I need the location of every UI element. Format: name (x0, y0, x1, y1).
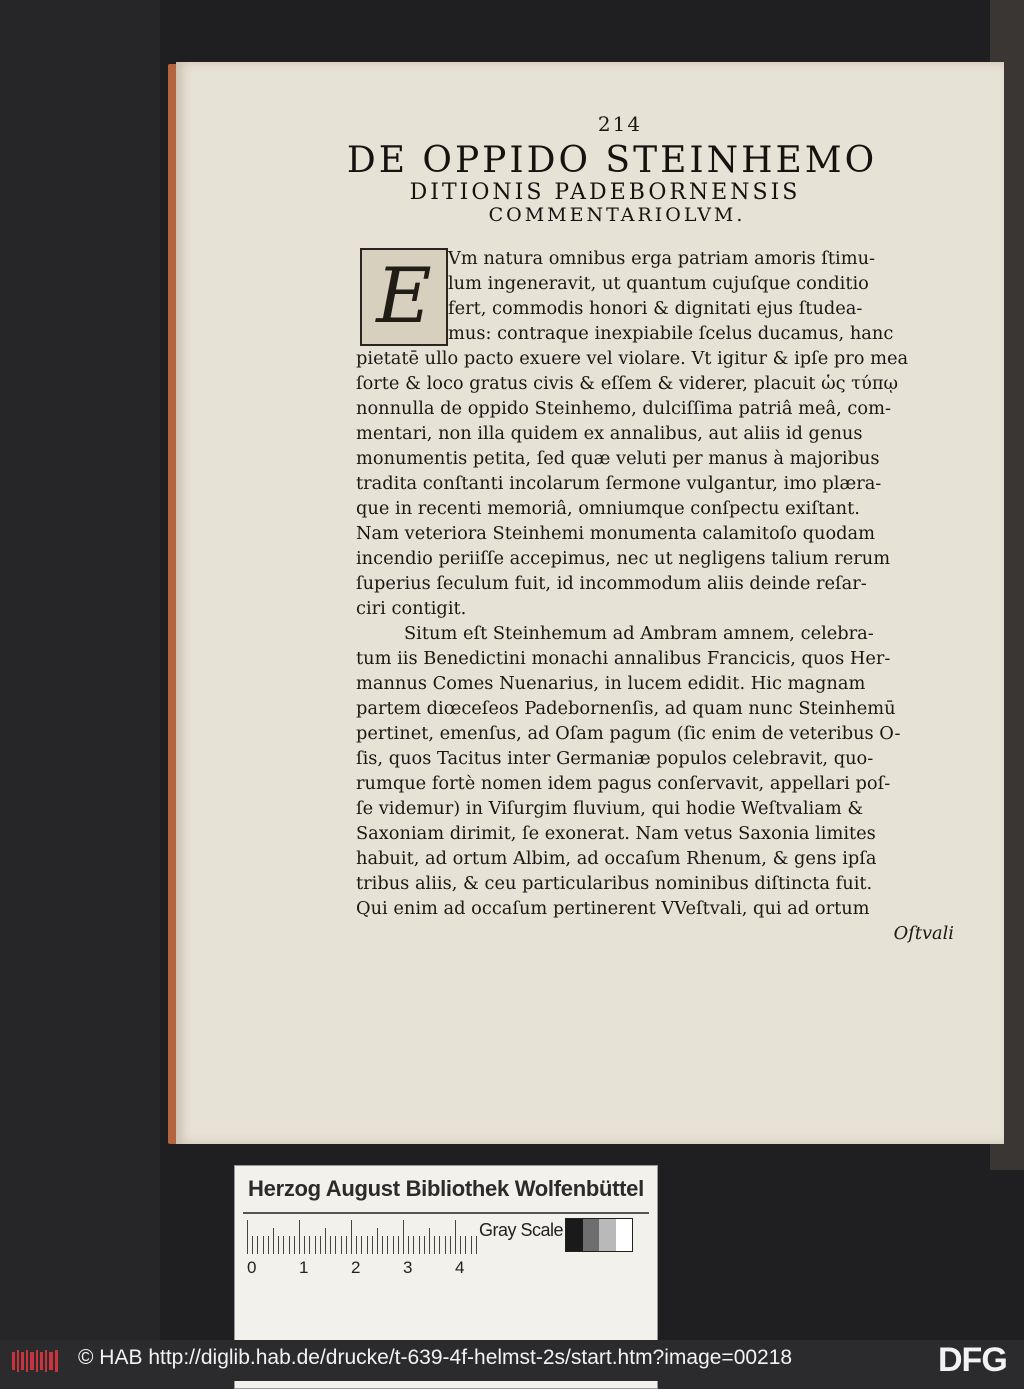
ruler-tick (278, 1236, 279, 1254)
decorated-initial: E (360, 248, 448, 346)
ruler-tick (471, 1236, 472, 1254)
text-line: Vm natura omnibus erga patriam amoris ſtimu- (448, 248, 876, 269)
text-line: mentari, non illa quidem ex annalibus, aut aliis id genus (356, 423, 863, 444)
page-subtitle-2: COMMENTARIOLVM. (488, 204, 746, 226)
ruler-tick (268, 1236, 269, 1254)
ruler-tick (263, 1236, 264, 1254)
text-line: fert, commodis honori & dignitati ejus ſtudea- (448, 298, 863, 319)
measurement-ruler (243, 1220, 471, 1254)
ruler-tick (299, 1220, 300, 1254)
ruler-tick (424, 1236, 425, 1254)
ruler-tick (335, 1236, 336, 1254)
catchword: Oſtvali (893, 923, 954, 944)
ruler-tick (393, 1236, 394, 1254)
ruler-tick (439, 1236, 440, 1254)
text-line: rumque fortè nomen idem pagus conſervavit, appellari poſ- (356, 773, 891, 794)
ruler-tick (377, 1228, 378, 1254)
ruler-tick (476, 1236, 477, 1254)
ruler-tick (387, 1236, 388, 1254)
ruler-tick (325, 1228, 326, 1254)
text-line: pertinet, emenſus, ad Oſam pagum (ſic enim de veteribus O- (356, 723, 901, 744)
page-subtitle: DITIONIS PADEBORNENSIS (409, 180, 801, 205)
ruler-tick (382, 1236, 383, 1254)
ruler-number: 4 (455, 1258, 465, 1277)
ruler-tick (450, 1236, 451, 1254)
ruler-tick (341, 1236, 342, 1254)
text-line: que in recenti memoriâ, omniumque conſpectu exiſtant. (356, 498, 860, 519)
ruler-tick (294, 1236, 295, 1254)
text-line: incendio periiſſe accepimus, nec ut negligens talium rerum (356, 548, 891, 569)
ruler-tick (315, 1236, 316, 1254)
gray-swatch (566, 1219, 583, 1251)
text-line: ſis, quos Tacitus inter Germaniæ populos celebravit, quo- (356, 748, 874, 769)
text-line: Situm eſt Steinhemum ad Ambram amnem, celebra- (404, 623, 874, 644)
text-line: mannus Comes Nuenarius, in lucem edidit. Hic magnam (356, 673, 866, 694)
text-line: ſe videmur) in Viſurgim fluvium, qui hodie Weſtvaliam & (356, 798, 864, 819)
ruler-tick (346, 1236, 347, 1254)
ruler-tick (320, 1236, 321, 1254)
dfg-logo: DFG (938, 1341, 1007, 1379)
ruler-tick (455, 1220, 456, 1254)
ruler-tick (445, 1236, 446, 1254)
ruler-tick (351, 1220, 352, 1254)
text-line: tum iis Benedictini monachi annalibus Francicis, quos Her- (356, 648, 891, 669)
gray-swatch (583, 1219, 600, 1251)
ruler-tick (247, 1220, 248, 1254)
text-line: Nam veteriora Steinhemi monumenta calamitoſo quodam (356, 523, 875, 544)
ruler-tick (465, 1236, 466, 1254)
text-line: ſuperius ſeculum fuit, id incommodum aliis deinde reſar- (356, 573, 867, 594)
gray-scale-label: Gray Scale (479, 1220, 564, 1240)
ruler-tick (361, 1236, 362, 1254)
ruler-tick (413, 1236, 414, 1254)
text-line: mus: contraque inexpiabile ſcelus ducamus, hanc (448, 323, 894, 344)
page-title: DE OPPIDO STEINHEMO (346, 140, 878, 181)
ruler-tick (330, 1236, 331, 1254)
ruler-tick (289, 1236, 290, 1254)
ruler-number: 0 (247, 1258, 257, 1277)
text-line: tradita conſtanti incolarum ſermone vulgantur, imo plæra- (356, 473, 882, 494)
gray-swatch (616, 1219, 633, 1251)
ruler-number: 1 (299, 1258, 309, 1277)
scan-left-strip (0, 0, 160, 1340)
ruler-tick (408, 1236, 409, 1254)
text-line: tribus aliis, & ceu particularibus nominibus diſtincta fuit. (356, 873, 873, 894)
ruler-tick (403, 1220, 404, 1254)
copyright-url: © HAB http://diglib.hab.de/drucke/t-639-4f-helmst-2s/start.htm?image=00218 (78, 1346, 793, 1369)
text-line: pietatē ullo pacto exuere vel violare. Vt igitur & ipſe pro mea (356, 348, 909, 369)
ruler-tick (257, 1236, 258, 1254)
body-text (356, 246, 954, 946)
text-line: ſorte & loco gratus civis & eſſem & viderer, placuit ὡς τύπῳ (356, 373, 899, 394)
ruler-number: 3 (403, 1258, 413, 1277)
barcode-icon (10, 1348, 62, 1374)
institution-name: Herzog August Bibliothek Wolfenbüttel (248, 1176, 644, 1201)
ruler-tick (372, 1236, 373, 1254)
book-page (176, 62, 1004, 1144)
ruler-tick (252, 1236, 253, 1254)
ruler-tick (367, 1236, 368, 1254)
gray-swatch (599, 1219, 616, 1251)
text-line: ciri contigit. (356, 598, 467, 619)
ruler-tick (434, 1236, 435, 1254)
text-line: Saxoniam dirimit, ſe exonerat. Nam vetus Saxonia limites (356, 823, 876, 844)
text-line: nonnulla de oppido Steinhemo, dulciſſima patriâ meâ, com- (356, 398, 891, 419)
text-line: habuit, ad ortum Albim, ad occaſum Rhenum, & gens ipſa (356, 848, 877, 869)
text-line: partem diœceſeos Padebornenſis, ad quam nunc Steinhemū (356, 698, 896, 719)
ruler-tick (309, 1236, 310, 1254)
footer-bar (0, 1340, 1024, 1381)
ruler-tick (429, 1228, 430, 1254)
text-line: lum ingeneravit, ut quantum cujuſque conditio (448, 273, 869, 294)
ruler-tick (398, 1236, 399, 1254)
text-line: monumentis petita, ſed quæ veluti per manus à majoribus (356, 448, 880, 469)
text-line: Qui enim ad occaſum pertinerent VVeſtvali, qui ad ortum (356, 898, 870, 919)
divider (243, 1212, 649, 1214)
ruler-tick (356, 1236, 357, 1254)
ruler-tick (283, 1236, 284, 1254)
ruler-number: 2 (351, 1258, 361, 1277)
page-number: 214 (597, 112, 643, 136)
ruler-tick (304, 1236, 305, 1254)
gray-scale-swatches (565, 1218, 633, 1252)
ruler-tick (460, 1236, 461, 1254)
ruler-tick (273, 1228, 274, 1254)
ruler-tick (419, 1236, 420, 1254)
